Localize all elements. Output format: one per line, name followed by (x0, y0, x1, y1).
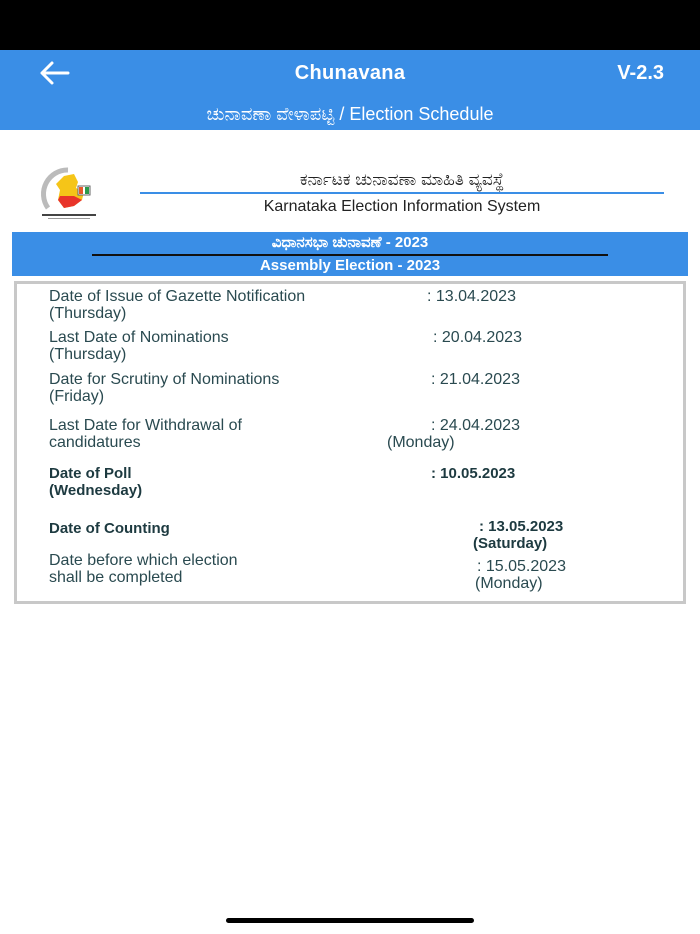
version-label: V-2.3 (617, 62, 664, 84)
app-title: Chunavana (294, 62, 406, 84)
app-bar (0, 50, 700, 130)
title-english: Karnataka Election Information System (263, 198, 541, 215)
karnataka-map-logo-icon (38, 166, 100, 224)
banner-english: Assembly Election - 2023 (259, 257, 441, 274)
home-indicator[interactable] (226, 918, 474, 923)
status-bar (0, 0, 700, 50)
page-subtitle: ಚುನಾವಣಾ ವೇಳಾಪಟ್ಟಿ / Election Schedule (206, 104, 494, 124)
election-banner (12, 232, 688, 276)
banner-kannada: ವಿಧಾನಸಭಾ ಚುನಾವಣೆ - 2023 (271, 234, 429, 251)
schedule-table: Date of Issue of Gazette Notification (Thursday) : 13.04.2023 Last Date of Nominations (Thursday) : 20.04.2023 Date for Scrutiny of Nominations (Friday) : 21.04.2023 Last Date for Withdrawal of candidatures : 24.04.2023 (Monday) Date of Poll (Wednesday) : 10.05.2023 Date of Counting : 13.05.2023 (Saturday) Date before which election shall be completed : 15.05.2023 (Monday) (14, 281, 686, 604)
title-kannada: ಕರ್ನಾಟಕ ಚುನಾವಣಾ ಮಾಹಿತಿ ವ್ಯವಸ್ಥೆ (140, 170, 664, 194)
system-header (0, 160, 700, 230)
banner-divider (92, 254, 608, 256)
